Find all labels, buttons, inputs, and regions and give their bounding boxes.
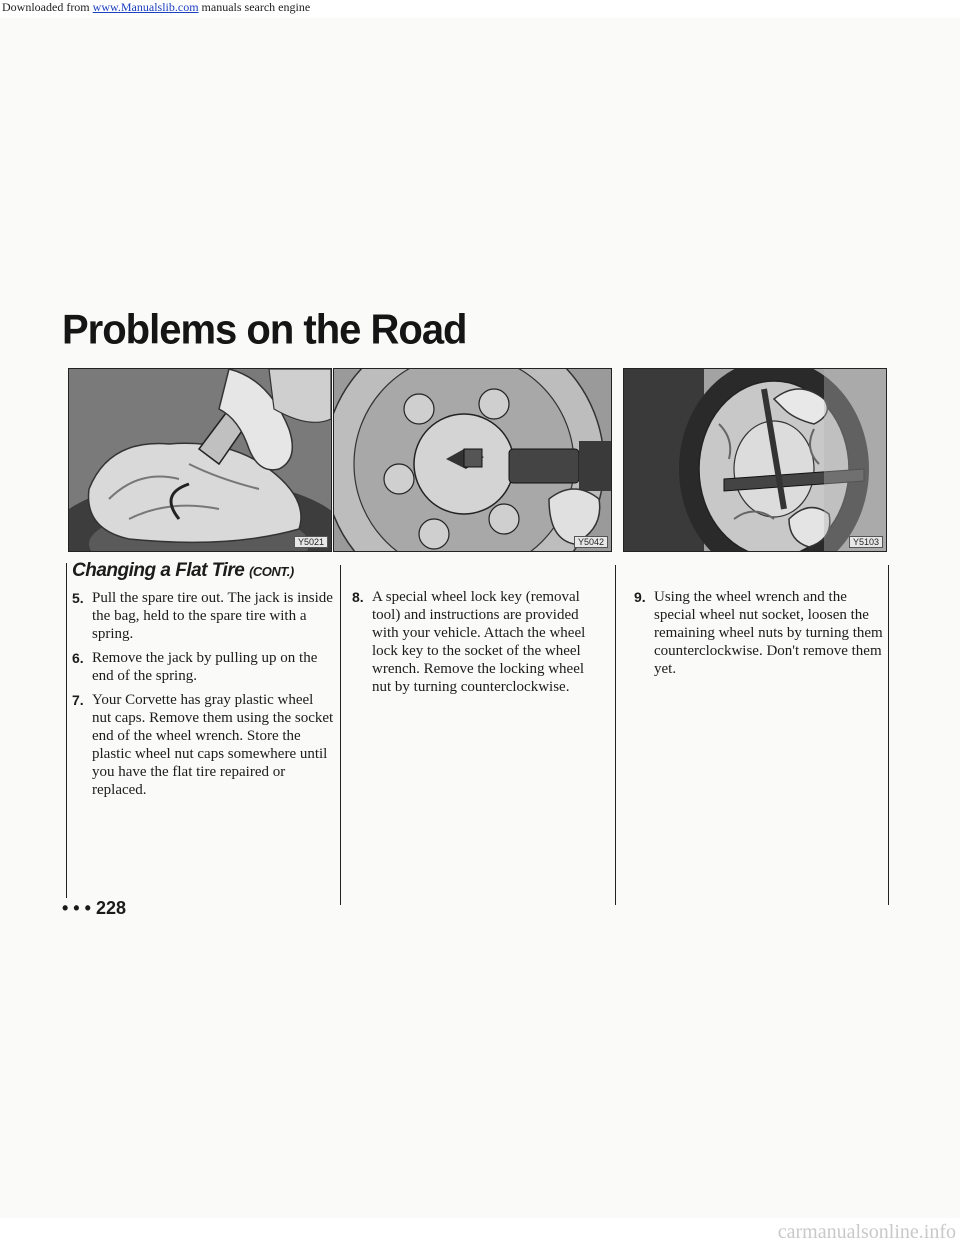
step-number: 9. (634, 589, 646, 605)
footer-bar (0, 1218, 960, 1242)
section-heading-suffix: (CONT.) (249, 564, 294, 579)
step-item (634, 588, 884, 678)
section-heading-text: Changing a Flat Tire (72, 560, 245, 581)
step-text: Your Corvette has gray plastic wheel nut caps. Remove them using the socket end of the wheel wrench. Store the plastic wheel nut caps somewhere until you have the flat tire repaired or replaced. (92, 692, 334, 798)
step-item (72, 649, 334, 685)
step-item (352, 588, 602, 696)
figure-wheel-lock (333, 368, 612, 552)
step-number: 7. (72, 692, 84, 708)
step-text: Using the wheel wrench and the special wheel nut socket, loosen the remaining wheel nuts by turning them counterclockwise. Don't remove them yet. (654, 589, 883, 677)
section-heading (72, 562, 334, 581)
column-1 (72, 562, 334, 805)
source-banner-suffix: manuals search engine (201, 0, 311, 14)
spare-tire-jack-illustration-icon (69, 369, 331, 551)
watermark: carmanualsonline.info (777, 1221, 956, 1243)
column-2 (352, 588, 602, 702)
step-number: 6. (72, 650, 84, 666)
figure-code: Y5021 (294, 536, 328, 548)
wheel-wrench-illustration-icon (624, 369, 886, 551)
column-rule (888, 565, 889, 905)
step-number: 5. (72, 590, 84, 606)
figure-spare-tire (68, 368, 332, 552)
column-rule (340, 565, 341, 905)
source-banner-prefix: Downloaded from (2, 0, 90, 14)
step-number: 8. (352, 589, 364, 605)
page-number-prefix: • • • (62, 898, 91, 918)
page-number-value: 228 (95, 898, 126, 918)
wheel-lock-key-illustration-icon (334, 369, 611, 551)
figure-wheel-wrench (623, 368, 887, 552)
column-rule (66, 563, 67, 898)
step-item (72, 691, 334, 799)
source-banner (0, 0, 960, 18)
step-text: Remove the jack by pulling up on the end of the spring. (92, 650, 318, 684)
page-title: Problems on the Road (62, 306, 467, 354)
source-banner-link[interactable]: www.Manualslib.com (92, 0, 199, 14)
column-3 (634, 588, 884, 684)
step-text: A special wheel lock key (removal tool) and instructions are provided with your vehicle. Attach the wheel lock key to the socket of the wheel wrench. Remove the locking wheel nut by turning counterclockwise. (372, 589, 586, 695)
figure-code: Y5042 (574, 536, 608, 548)
figure-code: Y5103 (849, 536, 883, 548)
step-item (72, 589, 334, 643)
page-number (62, 898, 126, 919)
column-rule (615, 565, 616, 905)
step-text: Pull the spare tire out. The jack is inside the bag, held to the spare tire with a spring. (92, 590, 333, 642)
